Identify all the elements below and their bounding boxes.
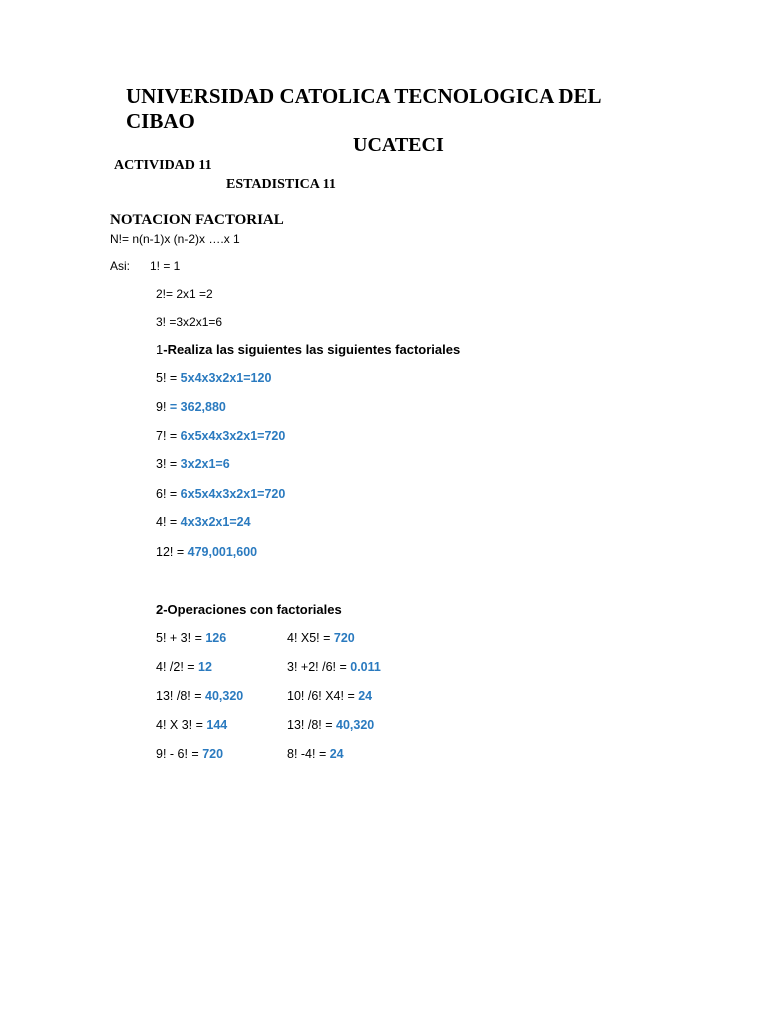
s1-row [156,515,251,529]
s2-right-row [287,747,344,761]
s1-answer: 6x5x4x3x2x1=720 [180,429,286,443]
notation-title: NOTACION FACTORIAL [110,212,284,228]
section1-number: 1 [156,342,164,357]
s1-row [156,545,257,559]
s2-question: 5! + 3! = [156,631,206,645]
s2-left-row [156,631,226,645]
s1-answer: 5x4x3x2x1=120 [180,371,272,385]
s1-question: 3! = [156,457,181,471]
s2-question: 9! - 6! = [156,747,203,761]
s1-row [156,487,285,501]
s2-answer: 0.011 [350,660,381,674]
university-acronym: UCATECI [353,134,444,156]
s2-question: 8! -4! = [287,747,330,761]
s2-question: 13! /8! = [156,689,205,703]
s2-answer: 720 [202,747,224,761]
example-1: 1! = 1 [150,259,181,273]
s2-answer: 40,320 [205,689,244,703]
s2-answer: 126 [205,631,227,645]
s2-left-row [156,689,243,703]
asi-label: Asi: [110,259,131,273]
s2-question: 4! X 3! = [156,718,207,732]
s1-row [156,400,226,414]
s2-right-row [287,660,381,674]
s1-answer: 3x2x1=6 [180,457,230,471]
s1-question: 6! = [156,487,181,501]
s2-question: 4! X5! = [287,631,334,645]
s2-answer: 144 [206,718,228,732]
section1-heading: -Realiza las siguientes las siguientes factoriales [163,342,461,357]
s1-answer: 479,001,600 [187,545,258,559]
section2-title: 2-Operaciones con factoriales [156,602,342,617]
s1-row [156,429,285,443]
s2-left-row [156,660,212,674]
subject-label: ESTADISTICA 11 [226,177,336,192]
s2-right-row [287,631,355,645]
section1-title [156,342,460,357]
s2-answer: 720 [333,631,355,645]
s2-right-row [287,689,372,703]
s1-question: 7! = [156,429,181,443]
s2-question: 10! /6! X4! = [287,689,359,703]
s2-question: 3! +2! /6! = [287,660,351,674]
s2-answer: 24 [329,747,344,761]
s2-answer: 24 [358,689,373,703]
s2-answer: 12 [198,660,212,674]
example-3: 3! =3x2x1=6 [156,315,223,329]
activity-label: ACTIVIDAD 11 [114,158,212,173]
s1-question: 4! = [156,515,181,529]
s2-left-row [156,747,223,761]
s2-question: 4! /2! = [156,660,199,674]
s1-question: 5! = [156,371,181,385]
example-2: 2!= 2x1 =2 [156,287,213,301]
s1-question: 12! = [156,545,188,559]
s1-row [156,457,230,471]
factorial-formula: N!= n(n-1)x (n-2)x ….x 1 [110,232,240,246]
s2-question: 13! /8! = [287,718,336,732]
s1-row [156,371,271,385]
s2-left-row [156,718,227,732]
s1-question: 9! [156,400,170,414]
s1-answer: 4x3x2x1=24 [180,515,251,529]
s1-answer: 6x5x4x3x2x1=720 [180,487,286,501]
s1-answer: = 362,880 [169,400,226,414]
s2-right-row [287,718,374,732]
s2-answer: 40,320 [336,718,375,732]
university-title: UNIVERSIDAD CATOLICA TECNOLOGICA DEL CIBAO [126,84,601,133]
